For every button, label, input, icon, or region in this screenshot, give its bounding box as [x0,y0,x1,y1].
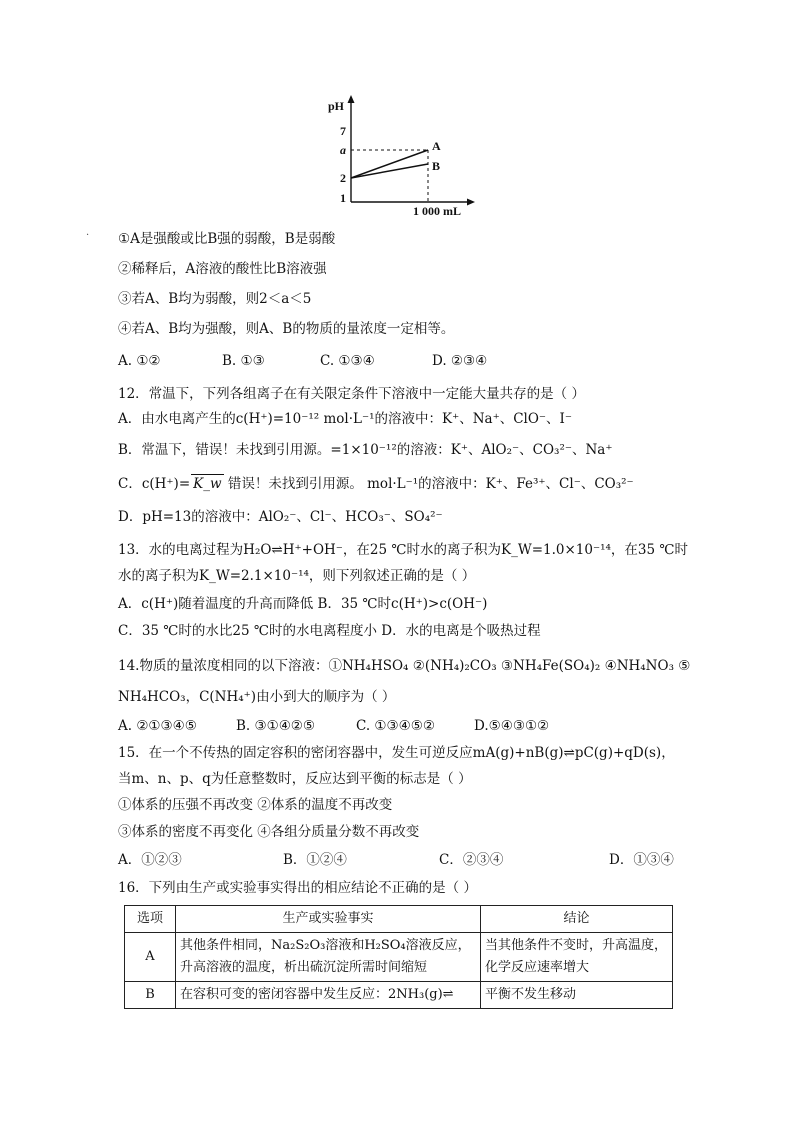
q13-line-2: 水的离子积为K_W=2.1×10⁻¹⁴，则下列叙述正确的是（ ） [118,568,476,584]
q12-option-b[interactable]: B．常温下，错误！未找到引用源。=1×10⁻¹²的溶液：K⁺、AlO₂⁻、CO₃²⁻、Na⁺ [118,442,613,458]
q11-option-b[interactable]: B. ①③ [222,353,265,369]
line-a [351,150,428,178]
y-axis-arrow [348,95,355,103]
q12-stem: 12．常温下，下列各组离子在有关限定条件下溶液中一定能大量共存的是（ ） [118,386,585,402]
row-b-fact: 在容积可变的密闭容器中发生反应：2NH₃(g)⇌ [176,982,481,1009]
line-a-label: A [432,139,441,153]
line-b-label: B [432,159,441,173]
q11-option-d[interactable]: D. ②③④ [432,353,488,369]
table-row [125,982,673,1009]
q14-option-c[interactable]: C. ①③④⑤② [356,718,435,734]
header-option: 选项 [125,906,176,933]
statement-1: ①A是强酸或比B强的弱酸，B是弱酸 [118,231,336,247]
q15-line-1: 15．在一个不传热的固定容积的密闭容器中，发生可逆反应mA(g)+nB(g)⇌pC(g)+qD(s)， [118,745,675,761]
stray-dot: · [86,230,90,241]
q11-option-a[interactable]: A. ①② [118,353,161,369]
q14-line-1: 14.物质的量浓度相同的以下溶液：①NH₄HSO₄ ②(NH₄)₂CO₃ ③NH₄Fe(SO₄)₂ ④NH₄NO₃ ⑤ [118,658,691,674]
q12-option-c-prefix: C．c(H⁺)= [118,476,191,492]
statement-4: ④若A、B均为强酸，则A、B的物质的量浓度一定相等。 [118,321,455,337]
x-axis-arrow [467,199,475,206]
row-b-option: B [125,982,176,1009]
q15-option-a[interactable]: A．①②③ [118,852,182,868]
q12-option-d[interactable]: D．pH=13的溶液中：AlO₂⁻、Cl⁻、HCO₃⁻、SO₄²⁻ [118,509,443,525]
q13-options-cd[interactable]: C．35 ℃时的水比25 ℃时的水电离程度小 D．水的电离是个吸热过程 [118,623,541,639]
tick-a: a [340,143,346,157]
table-header-row [125,906,673,933]
q14-option-a[interactable]: A. ②①③④⑤ [118,718,197,734]
tick-2: 2 [340,171,346,185]
row-a-option: A [125,933,176,982]
row-a-fact: 其他条件相同，Na₂S₂O₃溶液和H₂SO₄溶液反应，升高溶液的温度，析出硫沉淀所需时间缩短 [176,933,481,982]
x-end-label: 1 000 mL [413,204,461,218]
sqrt-kw: K_w [193,476,222,492]
q14-option-d[interactable]: D.⑤④③①② [474,718,550,734]
ph-dilution-graph [310,90,510,220]
header-fact: 生产或实验事实 [176,906,481,933]
row-b-conclusion: 平衡不发生移动 [481,982,673,1009]
q16-table [124,905,673,1009]
row-a-conclusion: 当其他条件不变时，升高温度，化学反应速率增大 [481,933,673,982]
q13-options-ab[interactable]: A．c(H⁺)随着温度的升高而降低 B．35 ℃时c(H⁺)>c(OH⁻) [118,596,488,612]
q14-option-b[interactable]: B. ③①④②⑤ [236,718,316,734]
q12-option-c[interactable] [118,474,634,493]
statement-3: ③若A、B均为弱酸，则2＜a＜5 [118,291,312,307]
tick-1: 1 [340,191,346,205]
header-conclusion: 结论 [481,906,673,933]
q14-options [118,717,549,735]
table-row [125,933,673,982]
tick-7: 7 [340,124,346,138]
q15-options [118,851,674,869]
q15-line-2: 当m、n、p、q为任意整数时，反应达到平衡的标志是（ ） [118,771,472,787]
q16-stem: 16．下列由生产或实验事实得出的相应结论不正确的是（ ） [118,880,477,896]
q15-option-c[interactable]: C．②③④ [439,852,504,868]
q15-option-d[interactable]: D．①③④ [609,852,674,868]
statement-2: ②稀释后，A溶液的酸性比B溶液强 [118,261,327,277]
y-axis-label: pH [328,99,345,113]
q13-line-1: 13．水的电离过程为H₂O⇌H⁺+OH⁻，在25 ℃时水的离子积为K_W=1.0×10⁻¹⁴，在35 ℃时 [118,542,688,558]
q14-line-2: NH₄HCO₃，C(NH₄⁺)由小到大的顺序为（ ） [118,689,396,705]
q12-option-c-suffix: 错误！未找到引用源。 mol·L⁻¹的溶液中：K⁺、Fe³⁺、Cl⁻、CO₃²⁻ [227,476,634,492]
q15-condition-2: ③体系的密度不再变化 ④各组分质量分数不再改变 [118,824,420,840]
line-b [351,164,428,178]
q11-option-c[interactable]: C. ①③④ [320,353,375,369]
q12-option-a[interactable]: A．由水电离产生的c(H⁺)=10⁻¹² mol·L⁻¹的溶液中：K⁺、Na⁺、ClO⁻、I⁻ [118,411,573,427]
q15-condition-1: ①体系的压强不再改变 ②体系的温度不再改变 [118,797,393,813]
q15-option-b[interactable]: B．①②④ [283,852,347,868]
q11-options [118,352,487,370]
